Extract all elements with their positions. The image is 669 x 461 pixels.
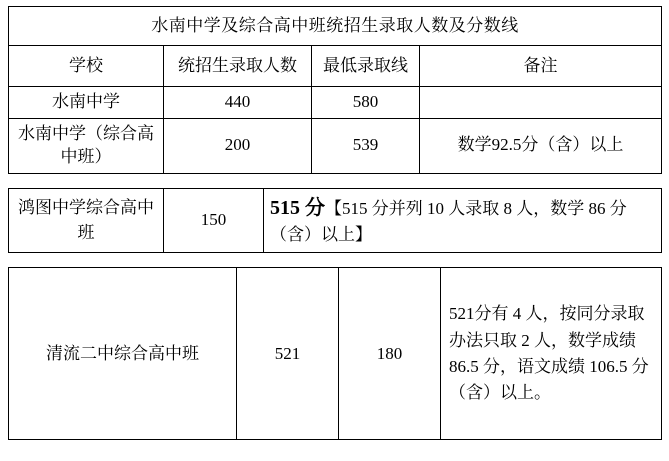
cell-remark: 数学92.5分（含）以上: [420, 118, 662, 173]
cell-school: 水南中学（综合高中班）: [9, 118, 164, 173]
table-header-row: [9, 46, 662, 87]
document-title: 水南中学及综合高中班统招生录取人数及分数线: [9, 7, 662, 46]
cell-min-score: 180: [339, 268, 441, 440]
header-school: 学校: [9, 46, 164, 87]
cell-remark: [420, 87, 662, 119]
cell-school: 清流二中综合高中班: [9, 268, 237, 440]
cell-count: 200: [164, 118, 312, 173]
note-rest: 【515 分并列 10 人录取 8 人，数学 86 分（含）以上】: [270, 198, 627, 244]
table-row: [9, 87, 662, 119]
table-row: [9, 118, 662, 173]
header-min-score: 最低录取线: [312, 46, 420, 87]
header-remark: 备注: [420, 46, 662, 87]
cell-count: 440: [164, 87, 312, 119]
header-count: 统招生录取人数: [164, 46, 312, 87]
table-row: [9, 268, 662, 440]
cell-remark: 521分有 4 人，按同分录取办法只取 2 人，数学成绩 86.5 分，语文成绩 106.5 分（含）以上。: [441, 268, 662, 440]
main-score-table: [8, 6, 662, 174]
table-row: [9, 188, 662, 253]
spacer: [8, 253, 661, 267]
cell-school: 鸿图中学综合高中班: [9, 188, 164, 253]
table-title-row: [9, 7, 662, 46]
cell-count: 150: [164, 188, 264, 253]
cell-school: 水南中学: [9, 87, 164, 119]
cell-min-score: 580: [312, 87, 420, 119]
cell-min-score: 539: [312, 118, 420, 173]
spacer: [8, 174, 661, 188]
hongtu-table: [8, 188, 662, 254]
cell-remark: [264, 188, 662, 253]
qingliu-table: [8, 267, 662, 440]
cell-count: 521: [237, 268, 339, 440]
note-score-bold: 515 分: [270, 196, 325, 219]
